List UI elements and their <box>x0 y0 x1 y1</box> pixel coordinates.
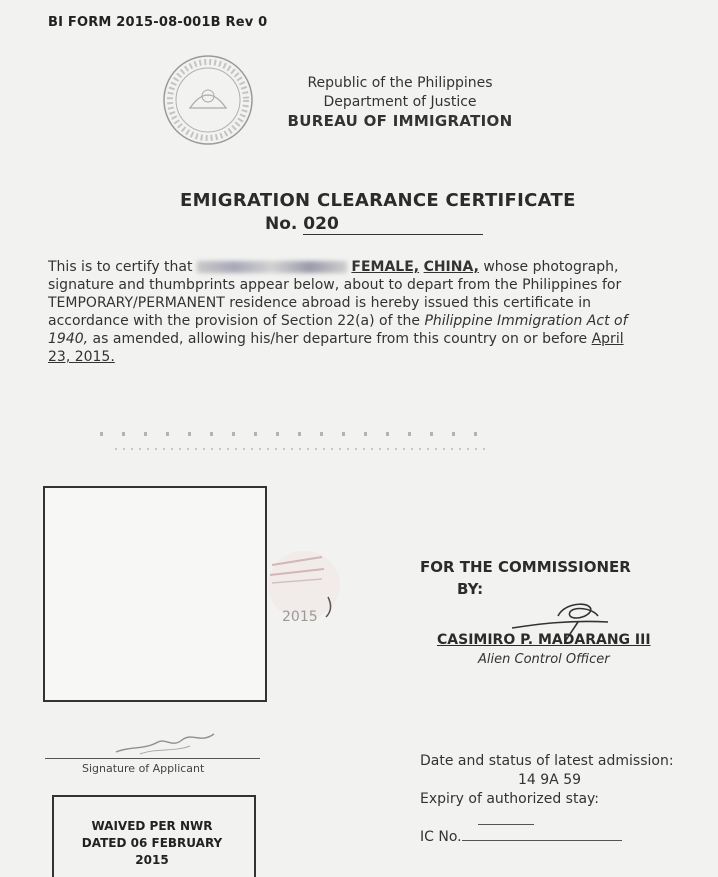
dry-seal-stamp-icon <box>262 545 342 627</box>
applicant-signature-line <box>45 758 260 759</box>
form-code: BI FORM 2015-08-001B Rev 0 <box>48 15 268 30</box>
document-title: EMIGRATION CLEARANCE CERTIFICATE <box>180 190 576 211</box>
faded-text-line <box>115 448 491 450</box>
waiver-line-3: 2015 <box>135 853 169 867</box>
body-line-1: This is to certify that FEMALE, CHINA, whose photograph, <box>48 259 619 275</box>
ic-no-blank <box>462 840 622 841</box>
cert-no-value: 020 <box>303 214 483 235</box>
act-name: Philippine Immigration Act of <box>424 313 628 329</box>
departure-date-month: April <box>591 331 624 347</box>
expiry-blank-line <box>478 824 534 825</box>
stamp-year: 2015 <box>282 609 318 625</box>
admission-block <box>420 752 674 809</box>
by-label: BY: <box>457 580 484 598</box>
cert-no-label: No. <box>265 214 298 234</box>
commissioner-block <box>420 556 631 600</box>
for-commissioner-label: FOR THE COMMISSIONER <box>420 558 631 576</box>
body-line-6 <box>48 348 718 366</box>
redacted-name <box>197 261 347 273</box>
waiver-line-2: DATED 06 FEBRUARY <box>81 836 223 850</box>
header-bureau: BUREAU OF IMMIGRATION <box>287 112 513 130</box>
expiry-label: Expiry of authorized stay: <box>420 791 600 807</box>
officer-title: Alien Control Officer <box>478 652 610 667</box>
applicant-nationality: CHINA, <box>423 259 479 275</box>
ic-number <box>420 829 622 845</box>
faded-text-line <box>100 432 492 436</box>
body-line-3: TEMPORARY/PERMANENT residence abroad is hereby issued this certificate in <box>48 295 591 311</box>
issuer-header <box>265 74 535 131</box>
departure-date-day-year: 23, 2015. <box>48 349 115 365</box>
bureau-seal-icon <box>160 52 256 148</box>
waiver-stamp-text <box>52 818 252 869</box>
applicant-sex: FEMALE, <box>351 259 420 275</box>
body-line-2: signature and thumbprints appear below, about to depart from the Philippines for <box>48 277 622 293</box>
waiver-line-1: WAIVED PER NWR <box>91 819 213 833</box>
body-line-4: accordance with the provision of Section 22(a) of the Philippine Immigration Act of <box>48 313 628 329</box>
applicant-signature-icon <box>110 726 220 760</box>
header-republic: Republic of the Philippines <box>307 75 493 91</box>
ic-no-label: IC No. <box>420 829 462 845</box>
certificate-body <box>48 258 718 366</box>
admission-label: Date and status of latest admission: <box>420 753 674 769</box>
body-line-5: 1940, as amended, allowing his/her departure from this country on or before April <box>48 331 624 347</box>
certificate-number <box>265 214 483 235</box>
photo-box <box>43 486 267 702</box>
applicant-signature-label: Signature of Applicant <box>82 762 205 775</box>
admission-value: 14 9A 59 <box>518 772 582 788</box>
officer-name: CASIMIRO P. MADARANG III <box>437 632 651 648</box>
header-department: Department of Justice <box>323 94 477 110</box>
